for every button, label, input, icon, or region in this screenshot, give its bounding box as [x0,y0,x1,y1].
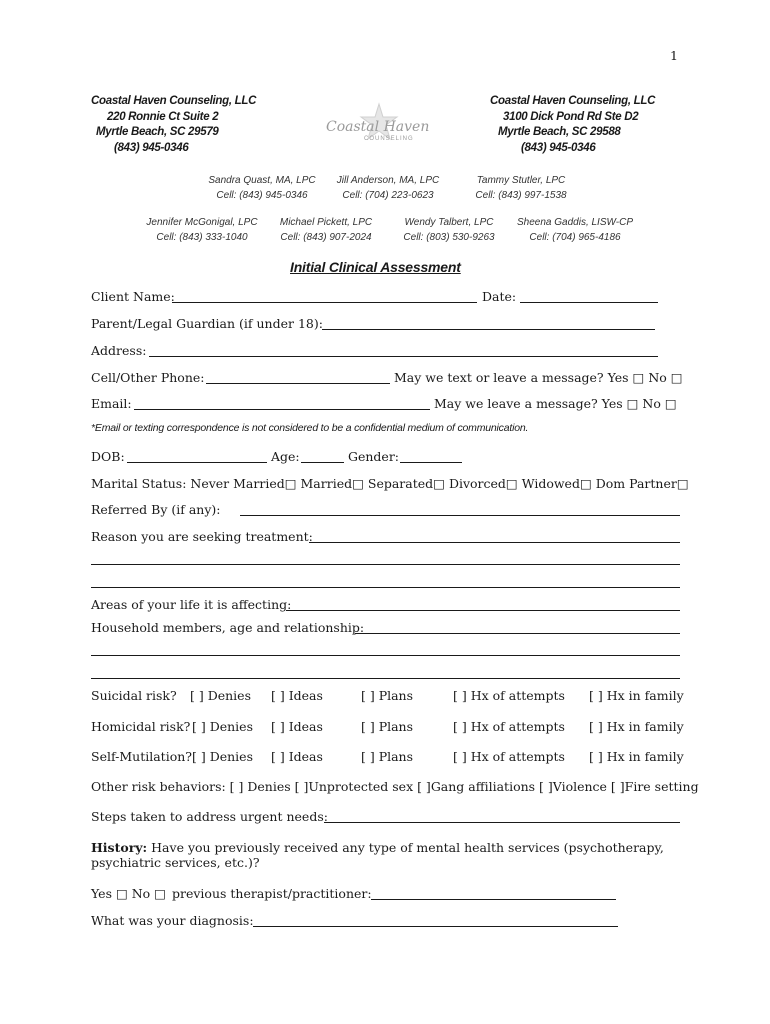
prev-therapist-field[interactable] [371,899,616,900]
household-field-line[interactable] [91,678,680,679]
gender-label: Gender: [348,449,400,464]
household-field[interactable] [355,633,680,634]
reason-field[interactable] [309,542,680,543]
email-label: Email: [91,396,132,411]
logo-sub: COUNSELING [364,136,414,142]
suicidal-ideas-checkbox[interactable]: [ ] Ideas [271,688,323,703]
homicidal-denies-checkbox[interactable]: [ ] Denies [192,719,253,734]
homicidal-risk-label: Homicidal risk? [91,719,191,734]
office-right-name: Coastal Haven Counseling, LLC [490,95,656,107]
staff-card [326,173,450,203]
staff-name: Jill Anderson, MA, LPC [336,175,440,186]
household-label: Household members, age and relationship: [91,620,365,635]
staff-cell: Cell: (843) 333-1040 [156,232,248,243]
self-mutilation-hx-attempts-checkbox[interactable]: [ ] Hx of attempts [453,749,565,764]
staff-cell: Cell: (843) 907-2024 [280,232,372,243]
office-left-name: Coastal Haven Counseling, LLC [91,95,257,107]
office-right-city: Myrtle Beach, SC 29588 [498,126,621,138]
suicidal-risk-label: Suicidal risk? [91,688,177,703]
history-block [91,840,681,870]
office-left-city: Myrtle Beach, SC 29579 [96,126,219,138]
staff-cell: Cell: (843) 945-0346 [216,190,308,201]
staff-name: Jennifer McGonigal, LPC [146,217,258,228]
homicidal-hx-family-checkbox[interactable]: [ ] Hx in family [589,719,684,734]
other-risk-behaviors[interactable]: Other risk behaviors: [ ] Denies [ ]Unprotected sex [ ]Gang affiliations [ ]Violence [ ]Fire setting [91,779,699,794]
referred-by-label: Referred By (if any): [91,502,221,517]
self-mutilation-denies-checkbox[interactable]: [ ] Denies [192,749,253,764]
prev-therapist-label: previous therapist/practitioner: [172,886,372,901]
staff-name: Sheena Gaddis, LISW-CP [517,217,633,228]
staff-name: Tammy Stutler, LPC [476,175,566,186]
date-field[interactable] [520,302,658,303]
email-field[interactable] [134,409,430,410]
suicidal-hx-attempts-checkbox[interactable]: [ ] Hx of attempts [453,688,565,703]
date-label: Date: [482,289,517,304]
staff-cell: Cell: (704) 223-0623 [342,190,434,201]
email-confidentiality-note: *Email or texting correspondence is not considered to be a confidential medium of communication. [91,422,529,434]
logo-name: Coastal Haven [326,119,430,135]
gender-field[interactable] [400,462,462,463]
staff-name: Wendy Talbert, LPC [404,217,494,228]
homicidal-hx-attempts-checkbox[interactable]: [ ] Hx of attempts [453,719,565,734]
client-name-label: Client Name: [91,289,175,304]
reason-label: Reason you are seeking treatment: [91,529,313,544]
history-label: History: [91,840,148,855]
staff-card [459,173,583,203]
diagnosis-label: What was your diagnosis: [91,913,254,928]
client-name-field[interactable] [172,302,477,303]
form-title: Initial Clinical Assessment [290,259,461,275]
reason-field-line[interactable] [91,564,680,565]
household-field-line[interactable] [91,655,680,656]
suicidal-denies-checkbox[interactable]: [ ] Denies [190,688,251,703]
staff-card [264,215,388,245]
guardian-field[interactable] [322,329,655,330]
dob-label: DOB: [91,449,125,464]
age-field[interactable] [301,462,344,463]
staff-card [200,173,324,203]
self-mutilation-plans-checkbox[interactable]: [ ] Plans [361,749,414,764]
areas-affected-label: Areas of your life it is affecting: [91,597,292,612]
text-permission-question[interactable]: May we text or leave a message? Yes □ No □ [394,370,683,385]
phone-label: Cell/Other Phone: [91,370,205,385]
reason-field-line[interactable] [91,587,680,588]
page-number: 1 [670,48,678,63]
self-mutilation-label: Self-Mutilation? [91,749,192,764]
marital-status-options[interactable]: Marital Status: Never Married□ Married□ Separated□ Divorced□ Widowed□ Dom Partner□ [91,476,689,491]
staff-card [387,215,511,245]
dob-field[interactable] [127,462,267,463]
phone-field[interactable] [206,383,390,384]
suicidal-plans-checkbox[interactable]: [ ] Plans [361,688,414,703]
steps-label: Steps taken to address urgent needs: [91,809,328,824]
homicidal-ideas-checkbox[interactable]: [ ] Ideas [271,719,323,734]
diagnosis-field[interactable] [253,926,618,927]
steps-field[interactable] [324,822,680,823]
self-mutilation-ideas-checkbox[interactable]: [ ] Ideas [271,749,323,764]
address-label: Address: [91,343,147,358]
referred-by-field[interactable] [240,515,680,516]
office-right-phone: (843) 945-0346 [521,142,596,154]
logo [326,102,432,148]
office-left-phone: (843) 945-0346 [114,142,189,154]
staff-cell: Cell: (843) 997-1538 [475,190,567,201]
staff-card [510,215,640,245]
age-label: Age: [271,449,300,464]
office-left-street: 220 Ronnie Ct Suite 2 [107,111,219,123]
staff-card [140,215,264,245]
address-field[interactable] [149,356,658,357]
office-right-street: 3100 Dick Pond Rd Ste D2 [503,111,639,123]
staff-name: Sandra Quast, MA, LPC [208,175,316,186]
staff-name: Michael Pickett, LPC [279,217,373,228]
areas-affected-field[interactable] [286,610,680,611]
self-mutilation-hx-family-checkbox[interactable]: [ ] Hx in family [589,749,684,764]
history-yes-no[interactable]: Yes □ No □ [91,886,166,901]
history-question: Have you previously received any type of mental health services (psychotherapy, psychiatric services, etc.)? [91,840,664,870]
email-permission-question[interactable]: May we leave a message? Yes □ No □ [434,396,677,411]
guardian-label: Parent/Legal Guardian (if under 18): [91,316,323,331]
suicidal-hx-family-checkbox[interactable]: [ ] Hx in family [589,688,684,703]
homicidal-plans-checkbox[interactable]: [ ] Plans [361,719,414,734]
staff-cell: Cell: (704) 965-4186 [529,232,621,243]
staff-cell: Cell: (803) 530-9263 [403,232,495,243]
